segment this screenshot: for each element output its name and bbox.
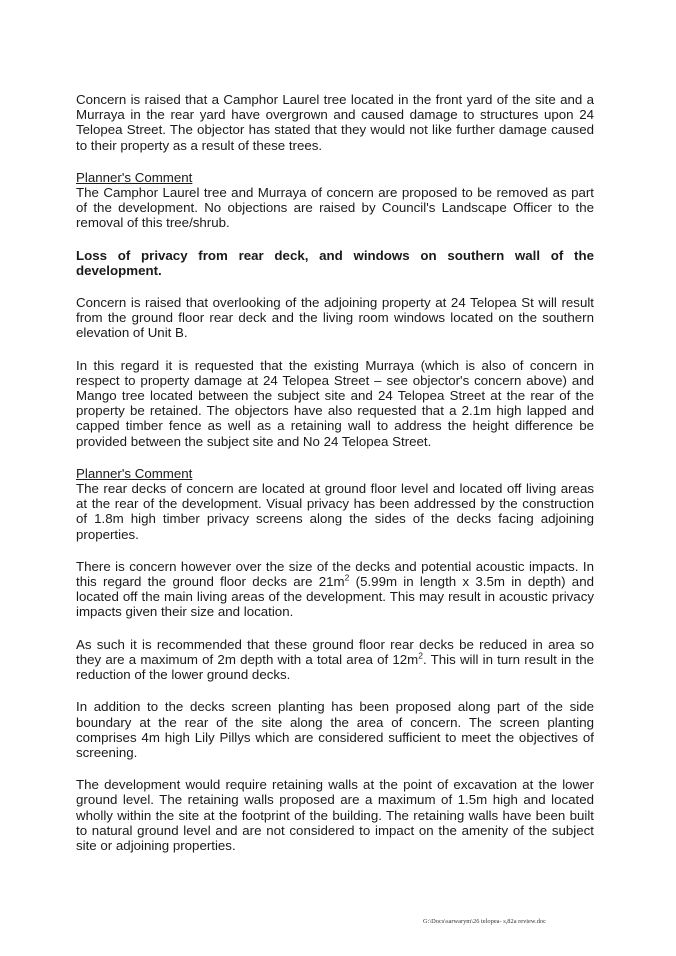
document-body — [76, 92, 594, 853]
deck-size-text-a: There is concern however over the size of the decks and potential acoustic impacts. In this regard the ground floor decks are 21m — [76, 558, 594, 590]
deck-recommendation-text-b: . This will in turn result in the reduction of the lower ground decks. — [76, 651, 594, 683]
superscript-squared: 2 — [344, 572, 350, 583]
paragraph-screen-planting: In addition to the decks screen planting has been proposed along part of the side boundary at the rear of the site along the area of concern. The screen planting comprises 4m high Lily Pillys which are considered sufficient to meet the objectives of screening. — [76, 699, 594, 760]
file-path-footer: G:\Docs\sarwarym\26 telopea- s,82a review.doc — [423, 918, 546, 925]
section-heading-privacy: Loss of privacy from rear deck, and windows on southern wall of the development. — [76, 247, 594, 278]
superscript-squared: 2 — [418, 650, 423, 661]
paragraph-deck-recommendation — [76, 637, 594, 683]
deck-recommendation-text-a: As such it is recommended that these ground floor rear decks be reduced in area so they are a maximum of 2m depth with a total area of 12m — [76, 636, 594, 667]
deck-size-text-b: (5.99m in length x 3.5m in depth) and located off the main living areas of the development. This may result in acoustic privacy impacts given their size and location. — [76, 574, 594, 620]
planners-comment-trees: The Camphor Laurel tree and Murraya of concern are proposed to be removed as part of the development. No objections are raised by Council's Landscape Officer to the removal of this tree/shrub. — [76, 185, 594, 231]
concern-paragraph-trees: Concern is raised that a Camphor Laurel tree located in the front yard of the site and a Murraya in the rear yard have overgrown and caused damage to structures upon 24 Telopea Street. The objector has stated that they would not like further damage caused to their property as a result of these trees. — [76, 92, 594, 153]
paragraph-deck-size — [76, 559, 594, 620]
paragraph-retaining-walls: The development would require retaining walls at the point of excavation at the lower ground level. The retaining walls proposed are a maximum of 1.5m high and located wholly within the site at the footprint of the building. The retaining walls have been built to natural ground level and are not considered to impact on the amenity of the subject site or adjoining properties. — [76, 777, 594, 853]
planners-comment-label: Planner's Comment — [76, 169, 193, 185]
concern-paragraph-overlooking: Concern is raised that overlooking of the adjoining property at 24 Telopea St will result from the ground floor rear deck and the living room windows located on the southern elevation of Unit B. — [76, 295, 594, 341]
planners-comment-label: Planner's Comment — [76, 465, 193, 481]
planners-comment-decks: The rear decks of concern are located at ground floor level and located off living areas at the rear of the development. Visual privacy has been addressed by the construction of 1.8m high timber privacy screens along the sides of the decks facing adjoining properties. — [76, 481, 594, 542]
concern-paragraph-request: In this regard it is requested that the existing Murraya (which is also of concern in respect to property damage at 24 Telopea Street – see objector's concern above) and Mango tree located between the subject site and 24 Telopea Street at the rear of the property be retained. The objectors have also requested that a 2.1m high lapped and capped timber fence as well as a retaining wall to address the height difference be provided between the subject site and No 24 Telopea Street. — [76, 357, 594, 449]
